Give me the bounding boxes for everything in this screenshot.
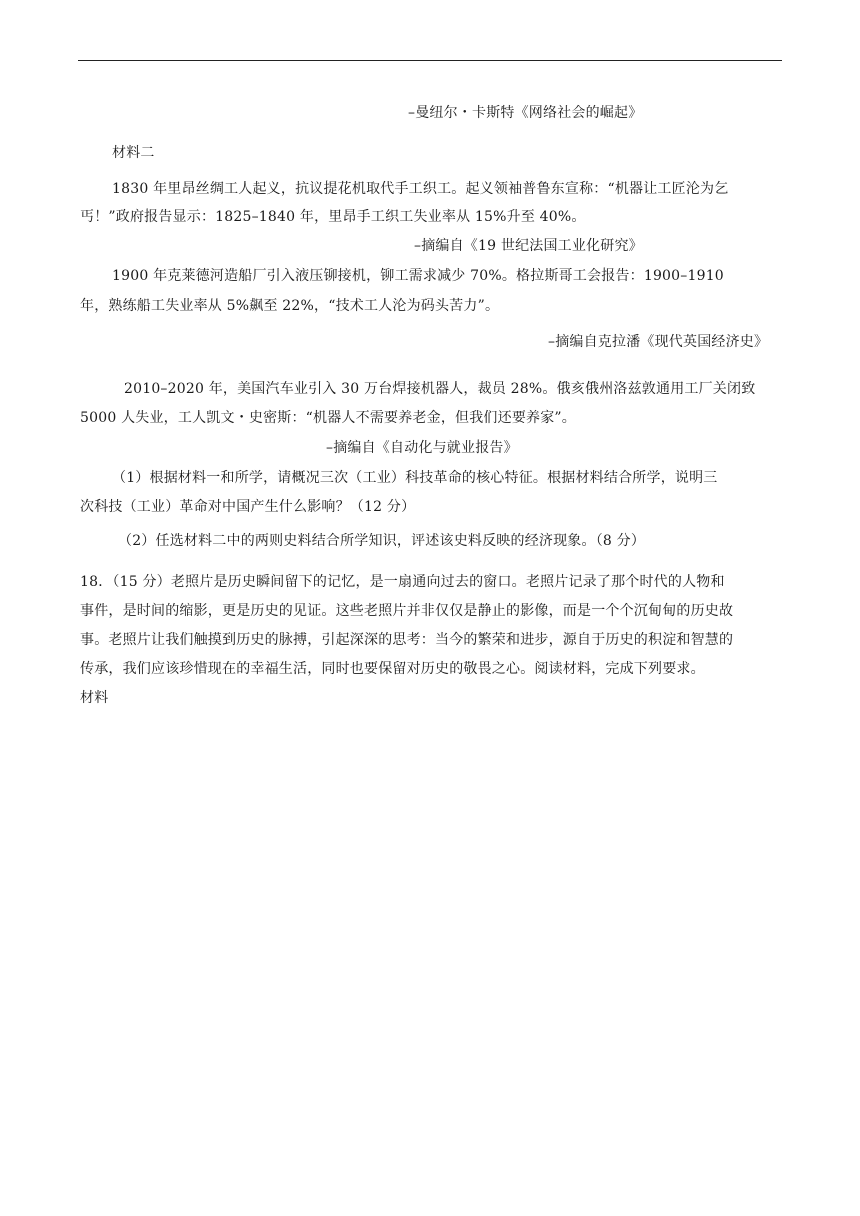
question-18-line-1: 18．（15 分）老照片是历史瞬间留下的记忆，是一扇通向过去的窗口。老照片记录了那个时代的人物和	[80, 574, 725, 590]
source-french-industrialization: –摘编自《19 世纪法国工业化研究》	[414, 238, 643, 254]
source-automation-report: –摘编自《自动化与就业报告》	[326, 440, 518, 456]
material-label: 材料	[80, 690, 109, 706]
source-castells: –曼纽尔・卡斯特《网络社会的崛起》	[408, 105, 643, 121]
lyon-paragraph-line-1: 1830 年里昂丝绸工人起义，抗议提花机取代手工织工。起义领袖普鲁东宣称：“机器让工匠沦为乞	[112, 181, 729, 197]
auto-paragraph-line-1: 2010–2020 年，美国汽车业引入 30 万台焊接机器人，裁员 28%。俄亥俄州洛兹敦通用工厂关闭致	[124, 381, 756, 397]
question-1-line-1: （1）根据材料一和所学，请概况三次（工业）科技革命的核心特征。根据材料结合所学，说明三	[112, 470, 718, 486]
source-clapham: –摘编自克拉潘《现代英国经济史》	[548, 334, 769, 350]
question-18-line-4: 传承，我们应该珍惜现在的幸福生活，同时也要保留对历史的敬畏之心。阅读材料，完成下列要求。	[80, 661, 705, 677]
question-18-line-3: 事。老照片让我们触摸到历史的脉搏，引起深深的思考：当今的繁荣和进步，源自于历史的积淀和智慧的	[80, 632, 734, 648]
material-two-label: 材料二	[112, 145, 155, 161]
clyde-paragraph-line-2: 年，熟练船工失业率从 5%飙至 22%，“技术工人沦为码头苦力”。	[80, 298, 500, 314]
question-2: （2）任选材料二中的两则史料结合所学知识，评述该史料反映的经济现象。（8 分）	[118, 533, 646, 549]
header-rule	[78, 60, 782, 61]
clyde-paragraph-line-1: 1900 年克莱德河造船厂引入液压铆接机，铆工需求减少 70%。格拉斯哥工会报告：1900–1910	[112, 268, 724, 284]
lyon-paragraph-line-2: 丐！”政府报告显示：1825–1840 年，里昂手工织工失业率从 15%升至 40%。	[80, 209, 586, 225]
question-18-line-2: 事件，是时间的缩影，更是历史的见证。这些老照片并非仅仅是静止的影像，而是一个个沉甸甸的历史故	[80, 603, 734, 619]
question-1-line-2: 次科技（工业）革命对中国产生什么影响？（12 分）	[80, 499, 416, 515]
auto-paragraph-line-2: 5000 人失业，工人凯文・史密斯：“机器人不需要养老金，但我们还要养家”。	[80, 410, 576, 426]
